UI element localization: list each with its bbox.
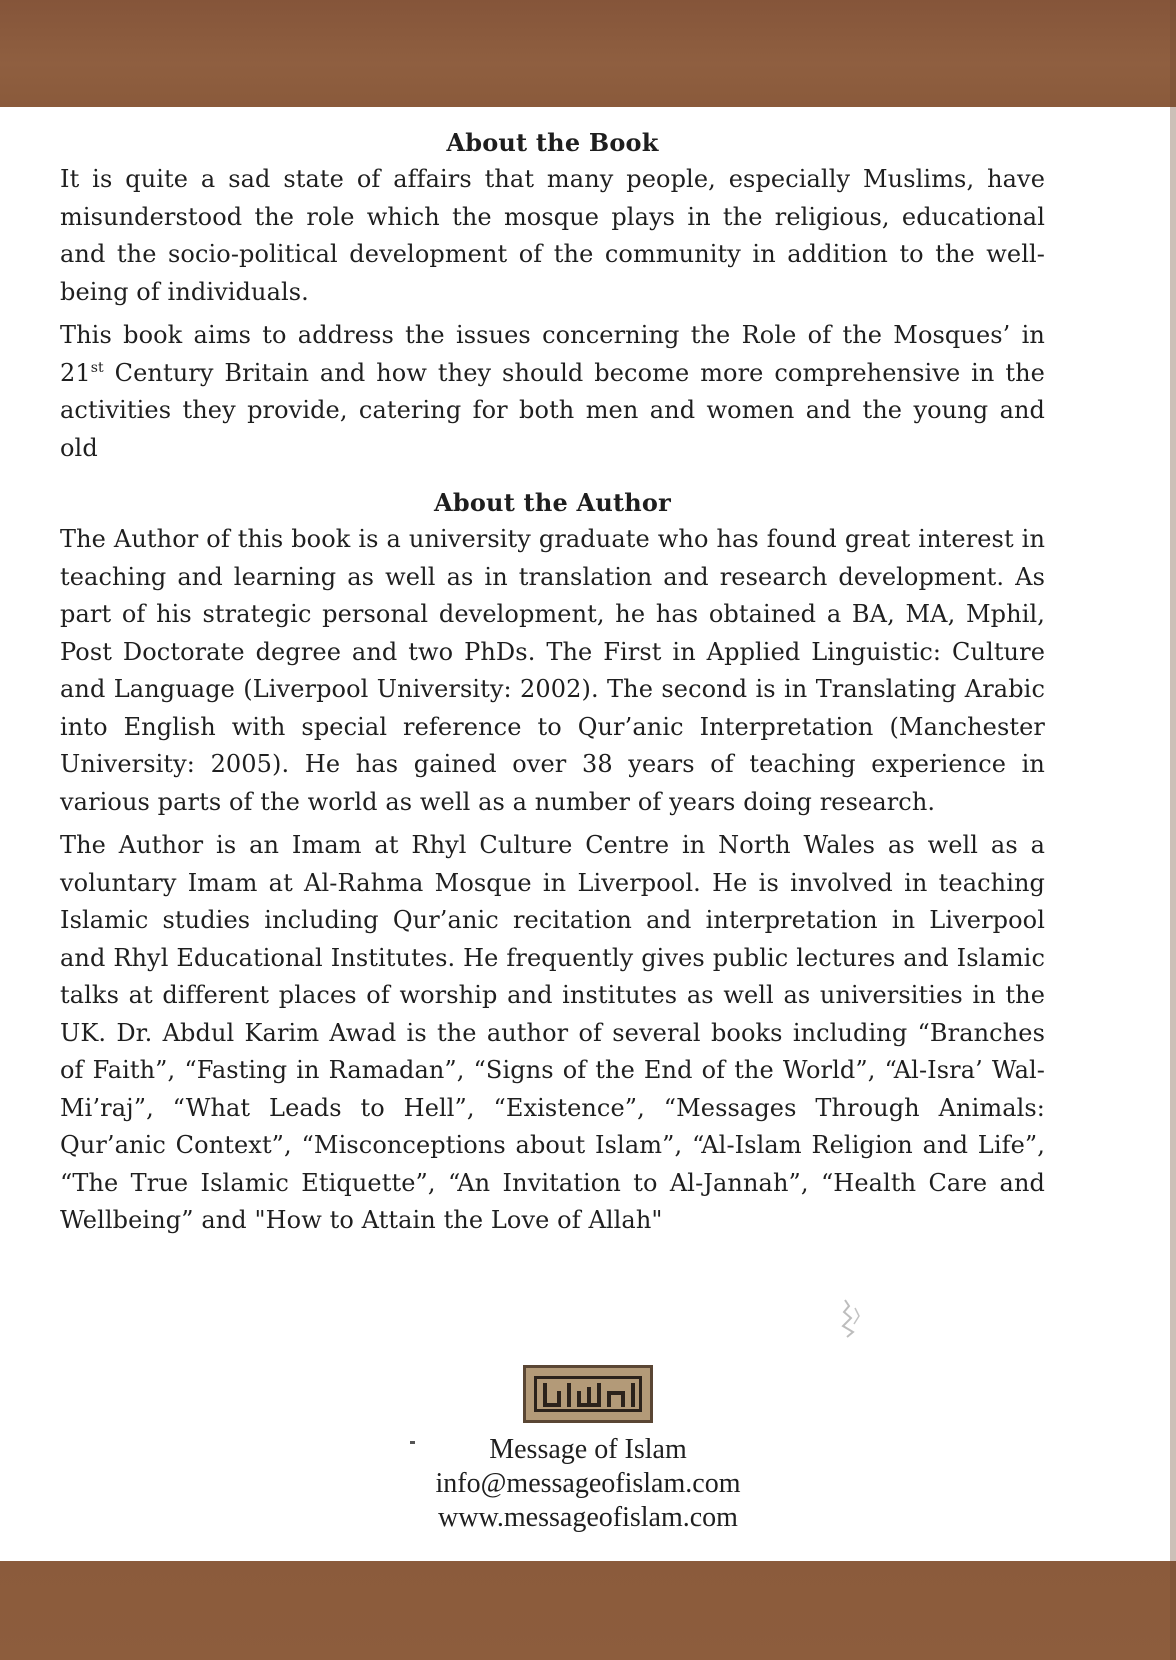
about-book-paragraph-1: It is quite a sad state of affairs that many people, especially Muslims, have misunderstood the role which the mosque plays in the religious, educational and the socio-political development of the community in addition to the well-being of individuals. (60, 165, 1045, 306)
about-author-heading: About the Author (434, 488, 671, 517)
publisher-email-link[interactable]: info@messageofislam.com (435, 1468, 741, 1499)
about-author-paragraph-1: The Author of this book is a university graduate who has found great interest in teaching and learning as well as in translation and research development. As part of his strategic personal development, he has obtained a BA, MA, Mphil, Post Doctorate degree and two PhDs. The First in Applied Linguistic: Culture and Language (Liverpool University: 2002). The second is in Translating Arabic into English with special reference to Qur’anic Interpretation (Manchester University: 2005). He has gained over 38 years of teaching experience in various parts of the world as well as a number of years doing research. (60, 525, 1045, 816)
about-book-heading: About the Book (446, 128, 659, 157)
about-book-paragraph-2 (60, 317, 1045, 467)
about-book-paragraph-2-end: Century Britain and how they should become more comprehensive in the activities they provide, catering for both men and women and the young and old (60, 358, 1045, 462)
about-book-paragraph-2-start: This book aims to address the issues concerning the Role of the Mosques’ in 21 (60, 321, 1045, 387)
about-author-paragraph-2: The Author is an Imam at Rhyl Culture Centre in North Wales as well as a voluntary Imam at Al-Rahma Mosque in Liverpool. He is involved in teaching Islamic studies including Qur’anic recitation and interpretation in Liverpool and Rhyl Educational Institutes. He frequently gives public lectures and Islamic talks at different places of worship and institutes as well as universities in the UK. Dr. Abdul Karim Awad is the author of several books including “Branches of Faith”, “Fasting in Ramadan”, “Signs of the End of the World”, “Al-Isra’ Wal-Mi’raj”, “What Leads to Hell”, “Existence”, “Messages Through Animals: Qur’anic Context”, “Misconceptions about Islam”, “Al-Islam Religion and Life”, “The True Islamic Etiquette”, “An Invitation to Al-Jannah”, “Health Care and Wellbeing” and "How to Attain the Love of Allah" (60, 831, 1045, 1234)
top-brown-band (0, 0, 1176, 107)
publisher-block (0, 1365, 1176, 1535)
logo-frame (534, 1376, 642, 1412)
ordinal-suffix: st (90, 359, 104, 376)
cover-text-block (60, 127, 1045, 1240)
publisher-name: Message of Islam (489, 1434, 687, 1465)
message-of-islam-logo-icon (523, 1365, 653, 1423)
ink-smudge (835, 1298, 865, 1338)
bottom-brown-band (0, 1561, 1176, 1660)
publisher-website-link[interactable]: www.messageofislam.com (438, 1502, 738, 1533)
